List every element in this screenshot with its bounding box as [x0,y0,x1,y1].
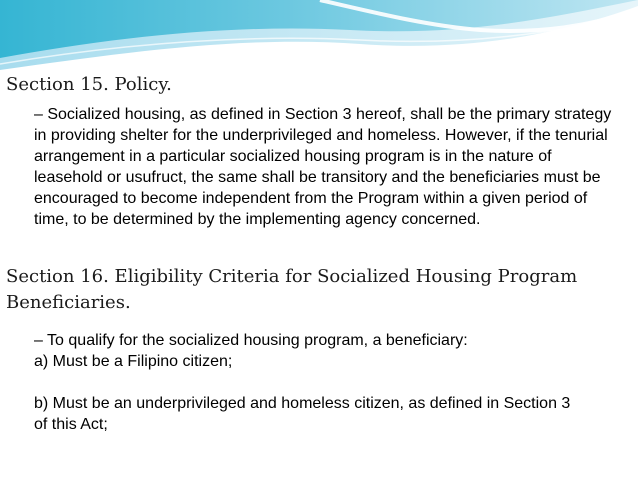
section-16-item-b: b) Must be an underprivileged and homeless citizen, as defined in Section 3 of this Act; [34,395,571,433]
section-16-heading: Section 16. Eligibility Criteria for Socialized Housing Program Beneficiaries. [6,266,578,313]
section-15-body: – Socialized housing, as defined in Section 3 hereof, shall be the primary strategy in providing shelter for the underprivileged and homeless. However, if the tenurial arrangement in a particular socialized housing program is in the nature of leasehold or usufruct, the same shall be transitory and the beneficiaries must be encouraged to become independent from the Program within a given period of time, to be determined by the implementing agency concerned. [34,106,612,228]
decorative-wave-header [0,0,638,80]
section-16-intro: – To qualify for the socialized housing program, a beneficiary: [34,332,468,349]
section-16-item-a: a) Must be a Filipino citizen; [34,353,233,370]
section-15-heading: Section 15. Policy. [6,74,172,95]
